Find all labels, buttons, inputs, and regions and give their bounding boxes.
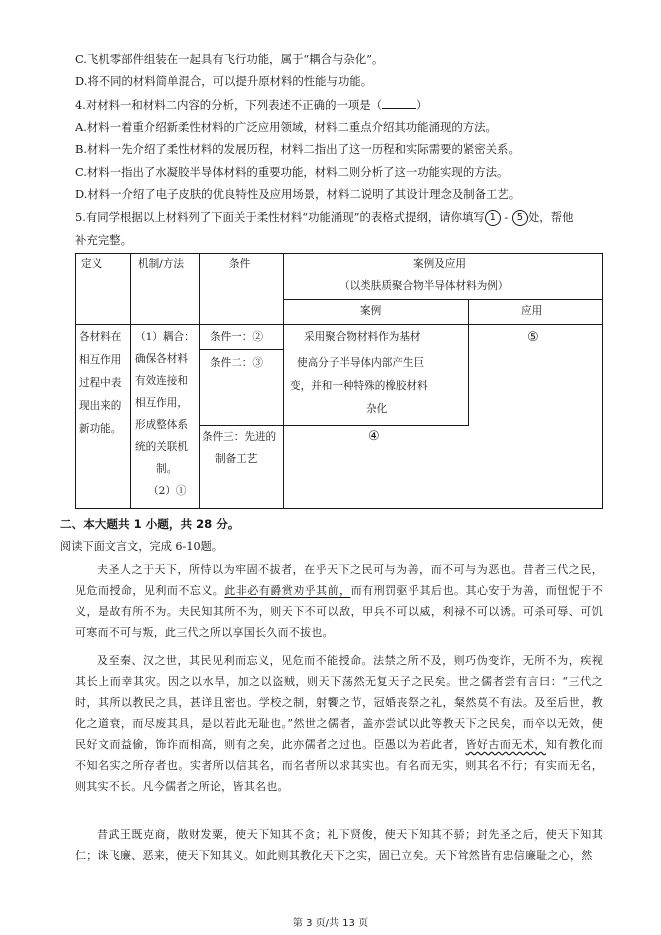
wavy-underlined-phrase: 皆好古而无术， [465, 738, 546, 751]
mechanism-line: 制。 [156, 463, 178, 475]
table-border-bottom [75, 508, 603, 509]
answer-blank[interactable] [382, 97, 416, 109]
condition-3-line: 制备工艺 [215, 453, 258, 465]
case-2-line: 杂化 [366, 403, 388, 415]
table-rule [284, 299, 603, 300]
option-d-prev: D.将不同的材料简单混合，可以提升原材料的性能与功能。 [75, 74, 373, 88]
table-rule [199, 349, 283, 350]
definition-line: 新功能。 [79, 423, 122, 435]
question-4-option-b: B.材料一先介绍了柔性材料的发展历程，材料二指出了这一历程和实际需要的紧密关系。 [75, 142, 520, 156]
question-4-text: 4.对材料一和材料二内容的分析，下列表述不正确的一项是（ [75, 98, 383, 112]
question-4-bracket: ） [416, 98, 428, 112]
definition-line: 过程中表 [79, 377, 122, 389]
condition-2-blank-3[interactable]: 条件二：③ [210, 357, 263, 369]
passage-paragraph-2 [75, 650, 603, 797]
header-definition: 定义 [81, 258, 103, 270]
circled-number-5: 5 [512, 210, 528, 226]
question-5-line2: 补充完整。 [75, 233, 132, 247]
condition-3-line: 条件三：先进的 [202, 431, 277, 443]
definition-line: 各材料在 [79, 331, 122, 343]
table-rule [283, 253, 284, 509]
mechanism-line: （1）耦合： [135, 331, 195, 343]
header-application: 应用 [521, 305, 543, 317]
circled-number-1: 1 [485, 210, 501, 226]
question-5-text-tail: 处，帮他 [527, 210, 574, 224]
condition-1-blank-2[interactable]: 条件一：② [210, 331, 263, 343]
page-number: 第 3 页/共 13 页 [292, 918, 369, 929]
option-c-prev: C.飞机零部件组装在一起具有飞行功能，属于“耦合与杂化”。 [75, 52, 384, 66]
case-1: 采用聚合物材料作为基材 [304, 331, 421, 343]
passage-paragraph-3: 昔武王既克商，散财发粟，使天下知其不贪；礼下贤俊，使天下知其不骄；封先圣之后，使天下知其仁；诛飞廉、恶来，使天下知其义。如此则其教化天下之实，固已立矣。天下耸然皆有忠信廉耻之心，然 [75, 828, 603, 862]
case-2-line: 使高分子半导体内部产生巨 [297, 357, 425, 369]
passage-text: 知有教化而不知名实之所存者也。实者所以信其名，而名者所以求其实也。有名而无实，则其名不行；有实而无名，则其实不长。凡今儒者之所论，皆其名也。 [75, 738, 604, 793]
question-4-option-a: A.材料一着重介绍新柔性材料的广泛应用领域，材料二重点介绍其功能涌现的方法。 [75, 120, 497, 134]
table-rule [199, 253, 200, 509]
question-5-stem [75, 210, 573, 226]
table-rule [199, 425, 469, 426]
section-2-title: 二、本大题共 1 小题，共 28 分。 [60, 517, 240, 531]
header-case-subtitle: （以类肤质聚合物半导体材料为例） [339, 280, 509, 292]
question-4-stem [75, 97, 427, 112]
case-2-line: 变，并和一种特殊的橡胶材料 [290, 380, 428, 392]
mechanism-line: 形成整体系 [135, 419, 188, 431]
passage-paragraph-1 [75, 559, 603, 643]
header-case: 案例 [360, 305, 382, 317]
mechanism-line: 统的关联机 [135, 441, 188, 453]
application-blank-5[interactable]: ⑤ [527, 330, 539, 345]
mechanism-line: 有效连接和 [135, 375, 188, 387]
table-border-right [602, 253, 603, 509]
definition-line: 相互作用 [79, 354, 122, 366]
header-mechanism: 机制/方法 [138, 258, 184, 270]
question-5-text: 5.有同学根据以上材料列了下面关于柔性材料“功能涌现”的表格式提纲，请你填写 [75, 210, 485, 224]
mechanism-line: 确保各材料 [135, 353, 188, 365]
passage-text: 及至秦、汉之世，其民见利而忘义，见危而不能授命。法禁之所不及，则巧伪变诈，无所不为，疾视其长上而幸其灾。因之以水旱，加之以盗贼，则天下荡然无复天子之民矣。世之儒者尝有言曰：“三代之时，其所以教民之具，甚详且密也。学校之制，射饗之节，冠婚丧祭之礼，粲然莫不有法。及至后世，教化之道衰，而尽废其具，是以若此无耻也。”然世之儒者，盖亦尝试以此等教天下之民矣，而卒以无效，使民好文而益偷，饰诈而相高，则有之矣，此亦儒者之过也。臣愚以为若此者， [75, 654, 603, 751]
passage-text: 夫圣人之于天下，所恃以为牢固不拔者，在乎天下之民可与为善，而不可与为恶也。昔者三代之民，见危而授命，见利而不忘义。 [75, 563, 603, 597]
section-2-intro: 阅读下面文言文，完成 6-10题。 [60, 540, 223, 553]
passage-text: 而有刑罚驱乎其后也。其心安于为善，而忸怩于不义，是故有所不为。夫民知其所不为，则天下不可以敌，甲兵不可以威，利禄不可以诱。可杀可辱、可饥可寒而不可与叛，此三代之所以享国长久而不拔也。 [75, 584, 604, 639]
mechanism-blank-1[interactable]: （2）① [148, 485, 187, 497]
definition-line: 现出来的 [79, 400, 122, 412]
table-rule [130, 253, 131, 509]
table-rule [75, 324, 603, 325]
header-condition: 条件 [229, 258, 251, 270]
table-rule [468, 299, 469, 426]
outline-table [75, 253, 603, 509]
header-case-application: 案例及应用 [413, 258, 466, 270]
question-4-option-d: D.材料一介绍了电子皮肤的优良特性及应用场景，材料二说明了其设计理念及制备工艺。 [75, 187, 521, 201]
mechanism-line: 相互作用， [135, 397, 188, 409]
underlined-sentence: 此非必有爵赏劝乎其前， [224, 584, 351, 597]
case-blank-4[interactable]: ④ [368, 429, 380, 444]
table-border-left [75, 253, 76, 509]
question-4-option-c: C.材料一指出了水凝胶半导体材料的重要功能，材料二则分析了这一功能实现的方法。 [75, 165, 509, 179]
question-5-dash: - [500, 210, 512, 224]
